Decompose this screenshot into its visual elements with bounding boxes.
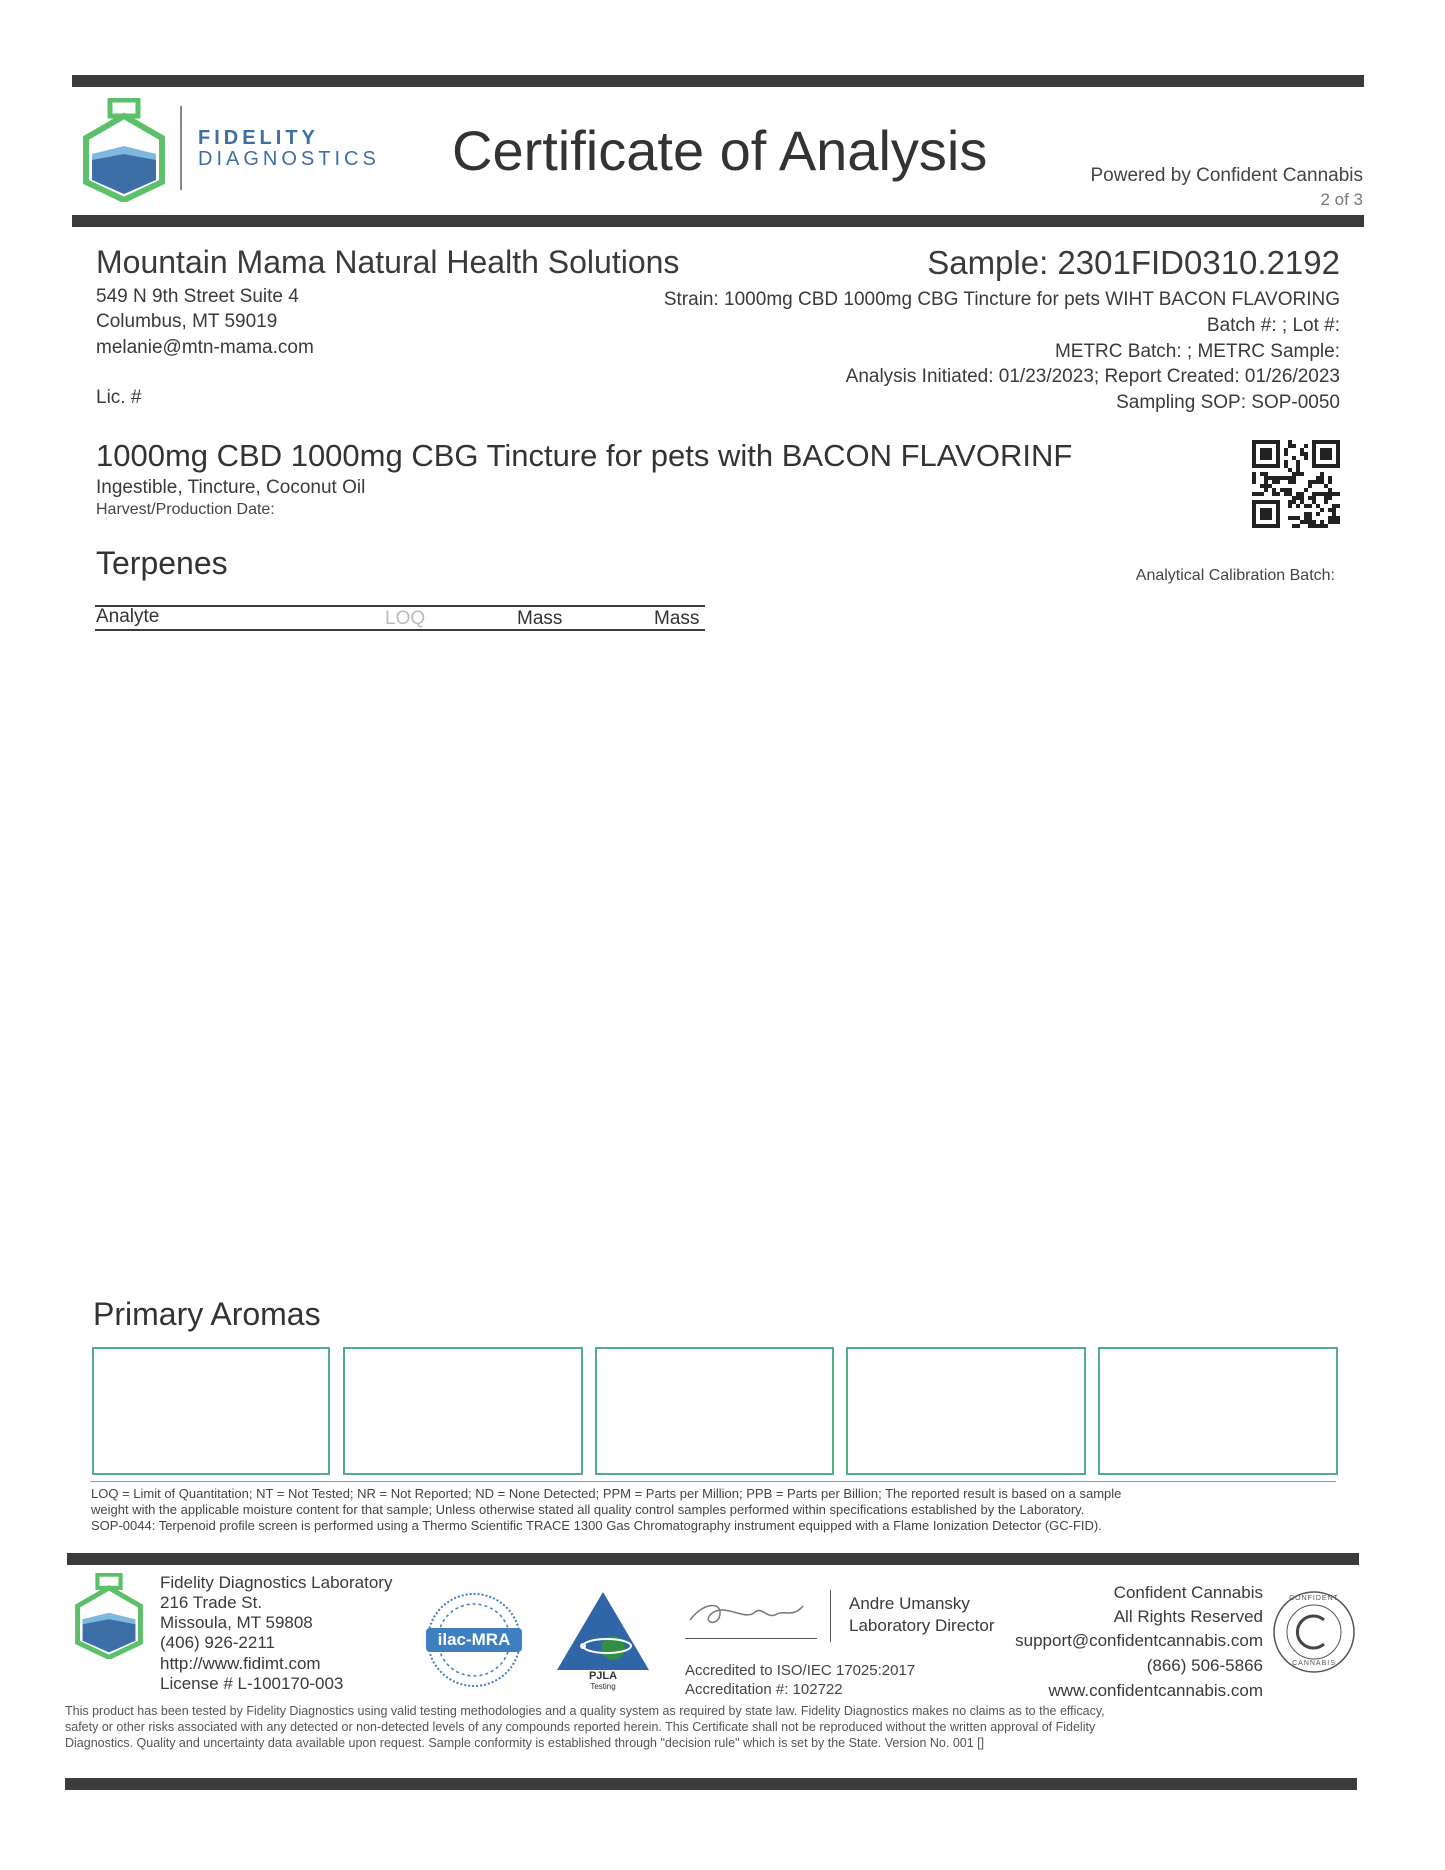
aromas-rule (90, 1481, 1336, 1482)
product-type: Ingestible, Tincture, Coconut Oil (96, 477, 366, 498)
client-address-2: Columbus, MT 59019 (96, 311, 278, 332)
col-loq: LOQ (385, 608, 426, 629)
calibration-batch: Analytical Calibration Batch: (1135, 567, 1335, 584)
director-title: Laboratory Director (849, 1616, 995, 1635)
pjla-sublabel: Testing (590, 1682, 616, 1691)
aroma-box-5 (1098, 1347, 1338, 1475)
table-top-rule (95, 605, 705, 607)
notes-line-2: weight with the applicable moisture content for that sample; Unless otherwise stated all quality control samples performed within specifications established by the Laboratory. (91, 1502, 1085, 1517)
seal-top-text: CONFIDENT (1289, 1595, 1339, 1602)
sample-batch: Batch #: ; Lot #: (1206, 315, 1340, 336)
signature-line (685, 1638, 817, 1639)
header-bottom-bar (72, 215, 1364, 227)
sample-sop: Sampling SOP: SOP-0050 (1116, 392, 1340, 413)
aroma-box-4 (846, 1347, 1086, 1475)
notes-line-1: LOQ = Limit of Quantitation; NT = Not Tested; NR = Not Reported; ND = None Detected; PPM = Parts per Million; PPB = Parts per Billion; The reported result is based on a sample (91, 1486, 1122, 1501)
pjla-logo (555, 1590, 651, 1690)
aroma-box-3 (595, 1347, 834, 1475)
cc-email[interactable]: support@confidentcannabis.com (1015, 1631, 1263, 1650)
ilac-mra-logo (420, 1590, 528, 1690)
footer-bottom-bar (65, 1778, 1357, 1790)
disclaimer-line-3: Diagnostics. Quality and uncertainty data available upon request. Sample conformity is established through "decision rule" which is set by the State. Version No. 001 [] (65, 1736, 985, 1750)
sample-dates: Analysis Initiated: 01/23/2023; Report Created: 01/26/2023 (845, 366, 1340, 387)
aroma-box-1 (92, 1347, 330, 1475)
disclaimer-line-2: safety or other risks associated with any detected or non-detected levels of any compounds reported herein. This Certificate shall not be reproduced without the written approval of Fidelity (65, 1720, 1096, 1734)
sample-strain: Strain: 1000mg CBD 1000mg CBG Tincture for pets WIHT BACON FLAVORING (663, 289, 1340, 310)
director-name: Andre Umansky (849, 1594, 970, 1613)
cc-phone: (866) 506-5866 (1146, 1656, 1263, 1675)
director-signature (685, 1592, 815, 1632)
aromas-heading: Primary Aromas (93, 1296, 321, 1332)
signature-divider (830, 1590, 831, 1642)
lab-city: Missoula, MT 59808 (160, 1613, 313, 1632)
table-header-rule (95, 629, 705, 631)
client-address-1: 549 N 9th Street Suite 4 (96, 286, 299, 307)
page-title: Certificate of Analysis (452, 119, 988, 182)
aroma-box-2 (343, 1347, 583, 1475)
logo-line-2: DIAGNOSTICS (198, 148, 380, 170)
accreditation-number: Accreditation #: 102722 (685, 1681, 843, 1698)
confident-cannabis-seal (1272, 1590, 1356, 1674)
header-top-bar (72, 75, 1364, 87)
sample-metrc: METRC Batch: ; METRC Sample: (1054, 341, 1340, 362)
lab-phone: (406) 926-2211 (160, 1633, 275, 1652)
seal-bottom-text: CANNABIS (1292, 1660, 1336, 1667)
lab-street: 216 Trade St. (160, 1593, 263, 1612)
col-mass-2: Mass (654, 608, 700, 629)
page-number: 2 of 3 (1320, 190, 1363, 209)
col-analyte: Analyte (96, 606, 160, 627)
client-name: Mountain Mama Natural Health Solutions (96, 244, 680, 280)
fidelity-logo-icon (82, 98, 166, 202)
lab-license: License # L-100170-003 (160, 1674, 344, 1693)
client-email: melanie@mtn-mama.com (96, 337, 314, 358)
cc-rights: All Rights Reserved (1113, 1607, 1263, 1626)
ilac-mra-label: ilac-MRA (437, 1630, 511, 1649)
terpenes-heading: Terpenes (96, 545, 228, 581)
logo-divider (180, 106, 182, 190)
notes-line-3: SOP-0044: Terpenoid profile screen is performed using a Thermo Scientific TRACE 1300 Gas Chromatography instrument equipped with a Flame Ionization Detector (GC-FID). (91, 1518, 1102, 1533)
harvest-date: Harvest/Production Date: (96, 501, 275, 518)
accredited-iso: Accredited to ISO/IEC 17025:2017 (685, 1662, 916, 1679)
lab-website[interactable]: http://www.fidimt.com (160, 1654, 321, 1673)
disclaimer-line-1: This product has been tested by Fidelity Diagnostics using valid testing methodologies and a quality system as required by state law. Fidelity Diagnostics makes no claims as to the efficacy, (65, 1704, 1105, 1718)
footer-logo-icon (74, 1573, 144, 1659)
lab-name: Fidelity Diagnostics Laboratory (160, 1573, 393, 1592)
powered-by: Powered by Confident Cannabis (1090, 165, 1363, 186)
cc-website[interactable]: www.confidentcannabis.com (1048, 1681, 1263, 1700)
pjla-label: PJLA (588, 1670, 618, 1682)
cc-name: Confident Cannabis (1113, 1583, 1263, 1602)
col-mass-1: Mass (517, 608, 563, 629)
logo-line-1: FIDELITY (198, 127, 319, 149)
client-license: Lic. # (96, 387, 142, 408)
footer-top-bar (67, 1553, 1359, 1565)
sample-id: Sample: 2301FID0310.2192 (927, 244, 1340, 281)
qr-code[interactable] (1252, 440, 1340, 528)
product-name: 1000mg CBD 1000mg CBG Tincture for pets with BACON FLAVORINF (96, 438, 1073, 473)
